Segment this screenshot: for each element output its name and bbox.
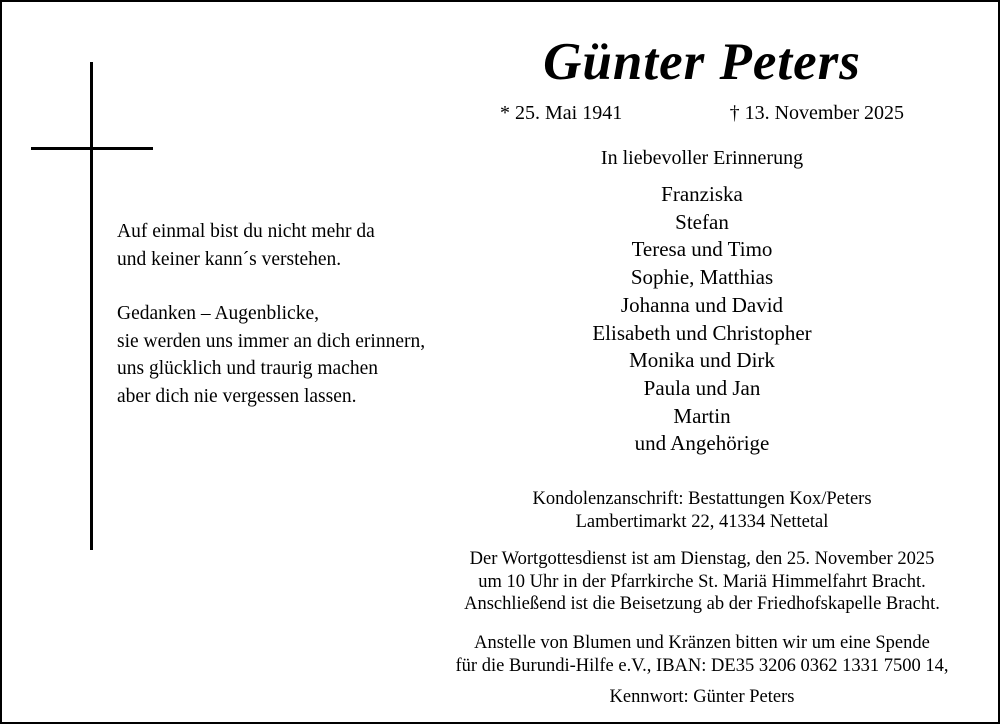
memory-line: In liebevoller Erinnerung [600, 147, 804, 169]
family-member: Paula und Jan [643, 375, 761, 400]
poem-line: aber dich nie vergessen lassen. [117, 385, 357, 407]
donation-line: für die Burundi-Hilfe e.V., IBAN: DE35 3206 0362 1331 7500 14, [455, 655, 949, 676]
deceased-name: Günter Peters [543, 33, 861, 91]
family-member: Monika und Dirk [629, 348, 775, 373]
poem-line: Auf einmal bist du nicht mehr da [117, 221, 375, 242]
poem-line: Gedanken – Augenblicke, [117, 303, 319, 324]
service-line: um 10 Uhr in der Pfarrkirche St. Mariä Himmelfahrt Bracht. [478, 571, 926, 592]
condolence-line: Kondolenzanschrift: Bestattungen Kox/Peters [532, 489, 872, 509]
donation-keyword: Kennwort: Günter Peters [609, 687, 795, 707]
family-list [427, 181, 977, 458]
family-member: Johanna und David [620, 292, 784, 317]
poem-line: und keiner kann´s verstehen. [117, 248, 342, 270]
cross-vertical-bar [90, 62, 93, 550]
poem-stanza [117, 218, 497, 273]
family-member: Teresa und Timo [631, 237, 773, 262]
poem-line: uns glücklich und traurig machen [117, 358, 379, 379]
death-date: † 13. November 2025 [729, 102, 904, 124]
family-member: Sophie, Matthias [630, 265, 774, 290]
donation-info [427, 632, 977, 677]
poem [117, 218, 497, 437]
condolence-line: Lambertimarkt 22, 41334 Nettetal [575, 511, 829, 532]
family-member: Elisabeth und Christopher [592, 320, 812, 345]
family-member: Franziska [661, 182, 743, 206]
family-member: Martin [673, 403, 731, 428]
cross-horizontal-bar [31, 147, 153, 150]
family-member: Stefan [675, 209, 729, 234]
donation-line: Anstelle von Blumen und Kränzen bitten wir um eine Spende [474, 633, 930, 653]
service-line: Anschließend ist die Beisetzung ab der Friedhofskapelle Bracht. [464, 594, 940, 614]
condolence-address [427, 488, 977, 533]
family-member: und Angehörige [634, 431, 770, 456]
service-info [427, 548, 977, 616]
poem-stanza [117, 300, 497, 410]
poem-line: sie werden uns immer an dich erinnern, [117, 330, 426, 352]
service-line: Der Wortgottesdienst ist am Dienstag, den 25. November 2025 [469, 549, 935, 569]
birth-date: * 25. Mai 1941 [500, 102, 623, 124]
